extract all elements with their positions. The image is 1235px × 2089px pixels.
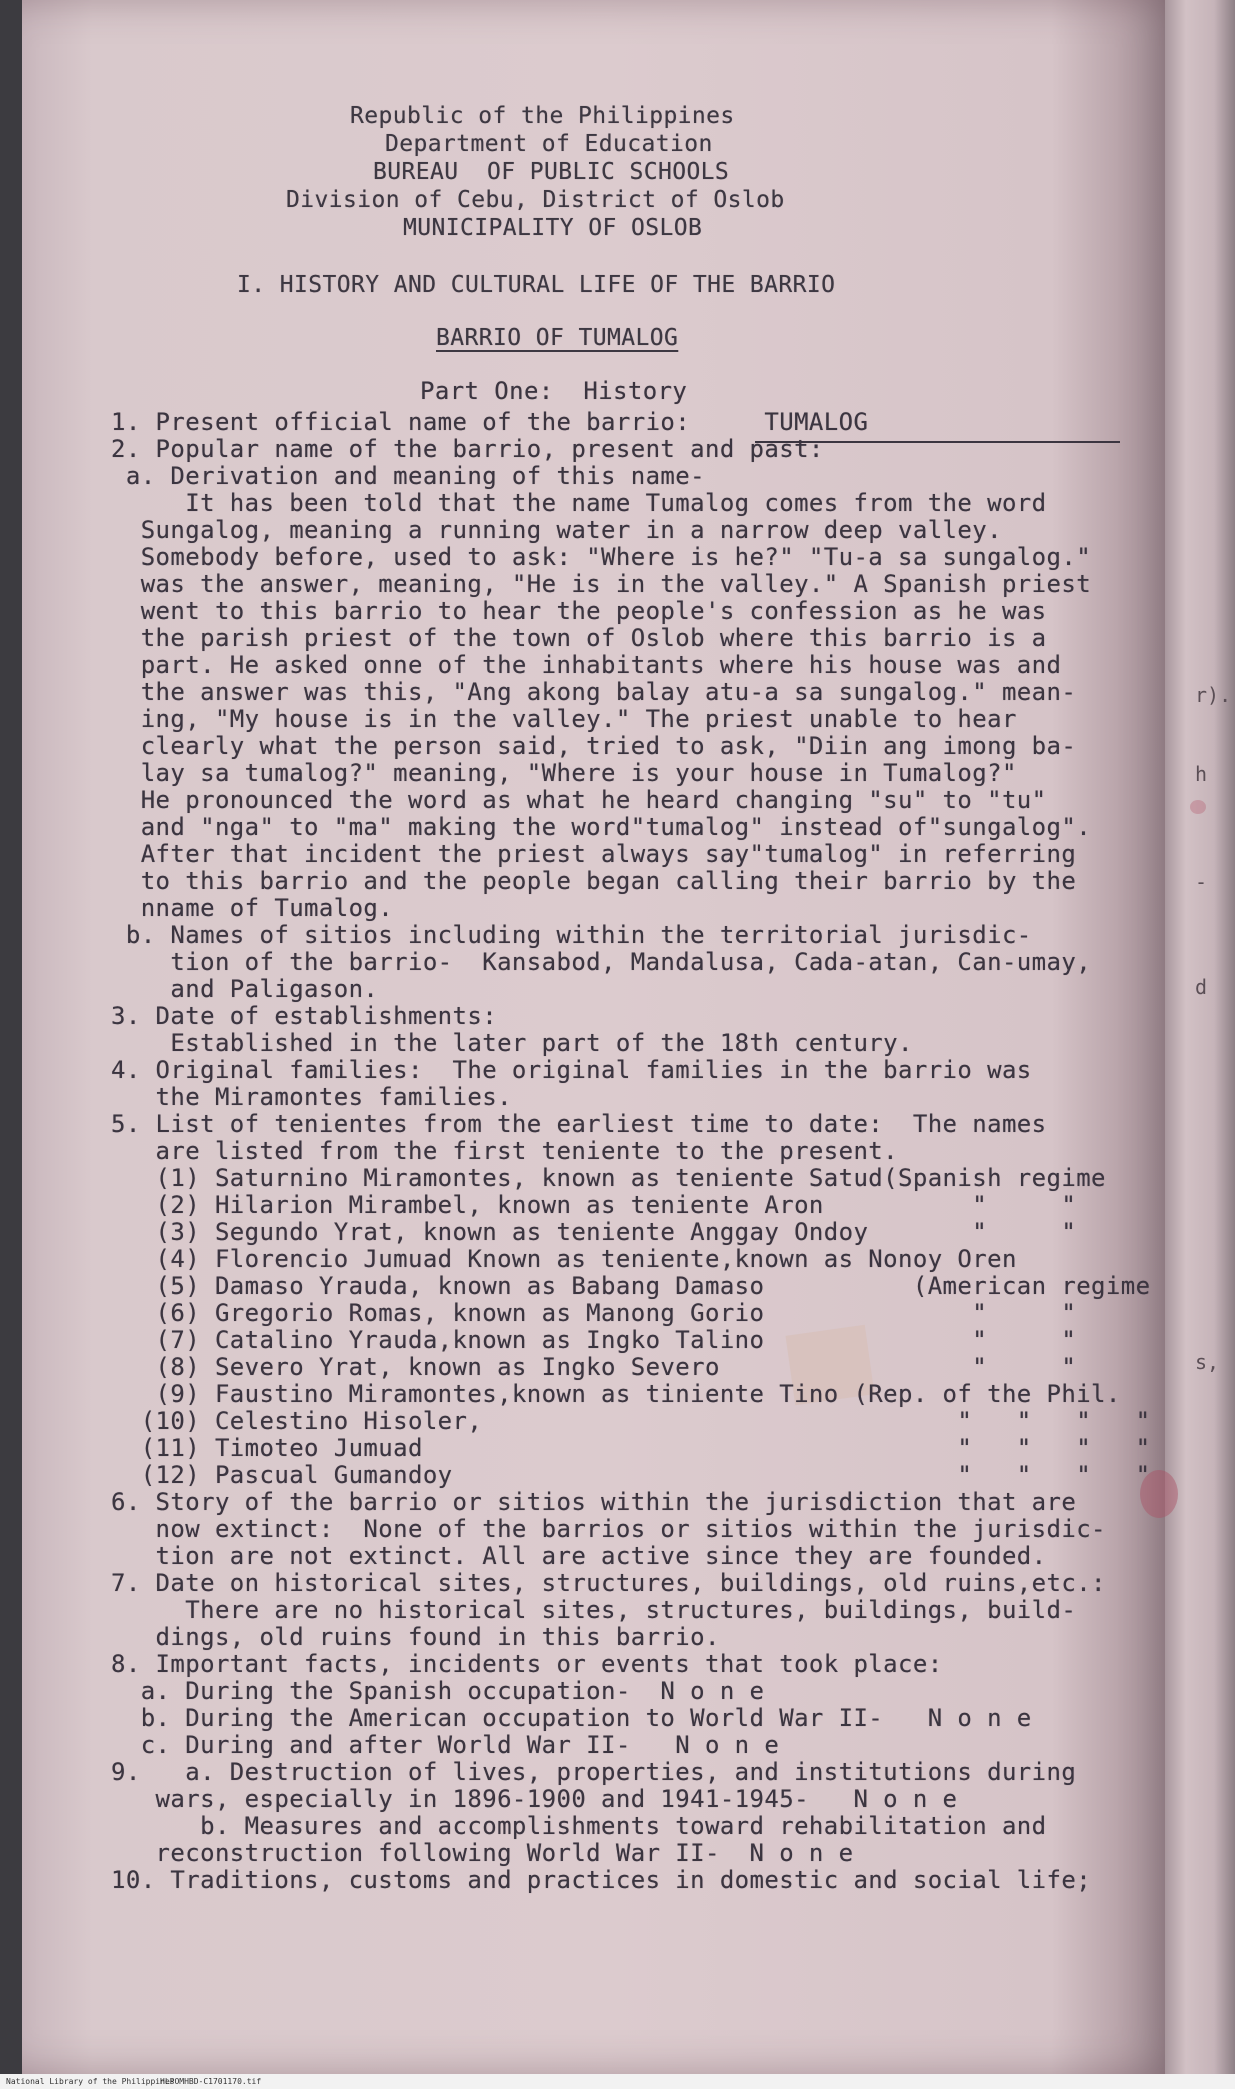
teniente-row: (12) Pascual Gumandoy " " " " [111,1461,1151,1489]
text-line: nname of Tumalog. [111,894,394,922]
text-line: 2. Popular name of the barrio, present and past: [111,435,824,463]
text-line: ing, "My house is in the valley." The priest unable to hear [111,705,1017,733]
text-line: and "nga" to "ma" making the word"tumalog" instead of"sungalog". [111,813,1092,841]
text-line: c. During and after World War II- N o n e [111,1731,780,1759]
text-line: b. Names of sitios including within the territorial jurisdic- [111,921,1032,949]
text-line: part. He asked onne of the inhabitants where his house was and [111,651,1062,679]
teniente-row: (11) Timoteo Jumuad " " " " [111,1434,1151,1462]
teniente-row: (6) Gregorio Romas, known as Manong Gorio " " [111,1299,1077,1327]
text-line: 9. a. Destruction of lives, properties, and institutions during [111,1758,1077,1786]
scan-footer [0,2074,1235,2089]
teniente-row: (2) Hilarion Mirambel, known as teniente Aron " " [111,1191,1077,1219]
text-line: lay sa tumalog?" meaning, "Where is your house in Tumalog?" [111,759,1017,787]
text-line: went to this barrio to hear the people's confession as he was [111,597,1047,625]
text-line: He pronounced the word as what he heard changing "su" to "tu" [111,786,1047,814]
header-municipality: MUNICIPALITY OF OSLOB [403,215,703,241]
text-line: to this barrio and the people began calling their barrio by the [111,867,1077,895]
stain [1190,800,1206,814]
text-line: the parish priest of the town of Oslob where this barrio is a [111,624,1047,652]
page-edge [1165,0,1235,2074]
text-line: a. During the Spanish occupation- N o n e [111,1677,765,1705]
margin-mark: h [1195,762,1208,786]
header-department: Department of Education [385,131,713,157]
text-line: b. Measures and accomplishments toward rehabilitation and [111,1812,1047,1840]
teniente-row: (9) Faustino Miramontes,known as tiniente Tino (Rep. of the Phil. [111,1380,1121,1408]
teniente-row: (1) Saturnino Miramontes, known as teniente Satud(Spanish regime [111,1164,1106,1192]
teniente-row: (5) Damaso Yrauda, known as Babang Damaso (American regime [111,1272,1151,1300]
text-line: reconstruction following World War II- N o n e [111,1839,854,1867]
part-title: Part One: History [420,377,688,405]
text-line: tion of the barrio- Kansabod, Mandalusa, Cada-atan, Can-umay, [111,948,1092,976]
footer-filename: HLPOMHBD-C1701170.tif [160,2077,262,2086]
text-line: 3. Date of establishments: [111,1002,498,1030]
header-division: Division of Cebu, District of Oslob [286,187,785,213]
text-line: 10. Traditions, customs and practices in domestic and social life; [111,1866,1092,1894]
barrio-title: BARRIO OF TUMALOG [436,325,679,351]
header-republic: Republic of the Philippines [350,103,735,129]
text-line: the answer was this, "Ang akong balay atu-a sa sungalog." mean- [111,678,1077,706]
text-line: dings, old ruins found in this barrio. [111,1623,720,1651]
text-line: 1. Present official name of the barrio: TUMALOG [111,408,869,436]
text-line: Established in the later part of the 18th century. [111,1029,913,1057]
text-line: b. During the American occupation to World War II- N o n e [111,1704,1032,1732]
teniente-row: (3) Segundo Yrat, known as teniente Anggay Ondoy " " [111,1218,1077,1246]
text-line: It has been told that the name Tumalog comes from the word [111,489,1047,517]
text-line: and Paligason. [111,975,379,1003]
footer-source: National Library of the Philippines [6,2077,175,2086]
margin-mark: r). [1195,683,1232,707]
text-line: 5. List of tenientes from the earliest time to date: The names [111,1110,1047,1138]
text-line: 8. Important facts, incidents or events that took place: [111,1650,943,1678]
text-line: 7. Date on historical sites, structures, buildings, old ruins,etc.: [111,1569,1106,1597]
text-line: There are no historical sites, structures, buildings, build- [111,1596,1077,1624]
teniente-row: (10) Celestino Hisoler, " " " " [111,1407,1151,1435]
margin-mark: d [1195,975,1208,999]
text-line: 6. Story of the barrio or sitios within the jurisdiction that are [111,1488,1077,1516]
text-line: are listed from the first teniente to the present. [111,1137,899,1165]
margin-mark: - [1195,870,1208,894]
text-line: now extinct: None of the barrios or sitios within the jurisdic- [111,1515,1106,1543]
text-line: 4. Original families: The original families in the barrio was [111,1056,1032,1084]
text-line: Somebody before, used to ask: "Where is he?" "Tu-a sa sungalog." [111,543,1092,571]
text-line: the Miramontes families. [111,1083,512,1111]
teniente-row: (8) Severo Yrat, known as Ingko Severo " " [111,1353,1077,1381]
text-line: After that incident the priest always say"tumalog" in referring [111,840,1077,868]
section-title: I. HISTORY AND CULTURAL LIFE OF THE BARRIO [237,272,836,298]
teniente-row: (4) Florencio Jumuad Known as teniente,known as Nonoy Oren [111,1245,1017,1273]
text-line: clearly what the person said, tried to ask, "Diin ang imong ba- [111,732,1077,760]
text-line: Sungalog, meaning a running water in a narrow deep valley. [111,516,1002,544]
text-line: was the answer, meaning, "He is in the valley." A Spanish priest [111,570,1092,598]
text-line: wars, especially in 1896-1900 and 1941-1945- N o n e [111,1785,958,1813]
header-bureau: BUREAU OF PUBLIC SCHOOLS [373,159,730,185]
text-line: tion are not extinct. All are active since they are founded. [111,1542,1047,1570]
margin-mark: s, [1195,1350,1220,1374]
text-line: a. Derivation and meaning of this name- [111,462,705,490]
teniente-row: (7) Catalino Yrauda,known as Ingko Talino " " [111,1326,1077,1354]
